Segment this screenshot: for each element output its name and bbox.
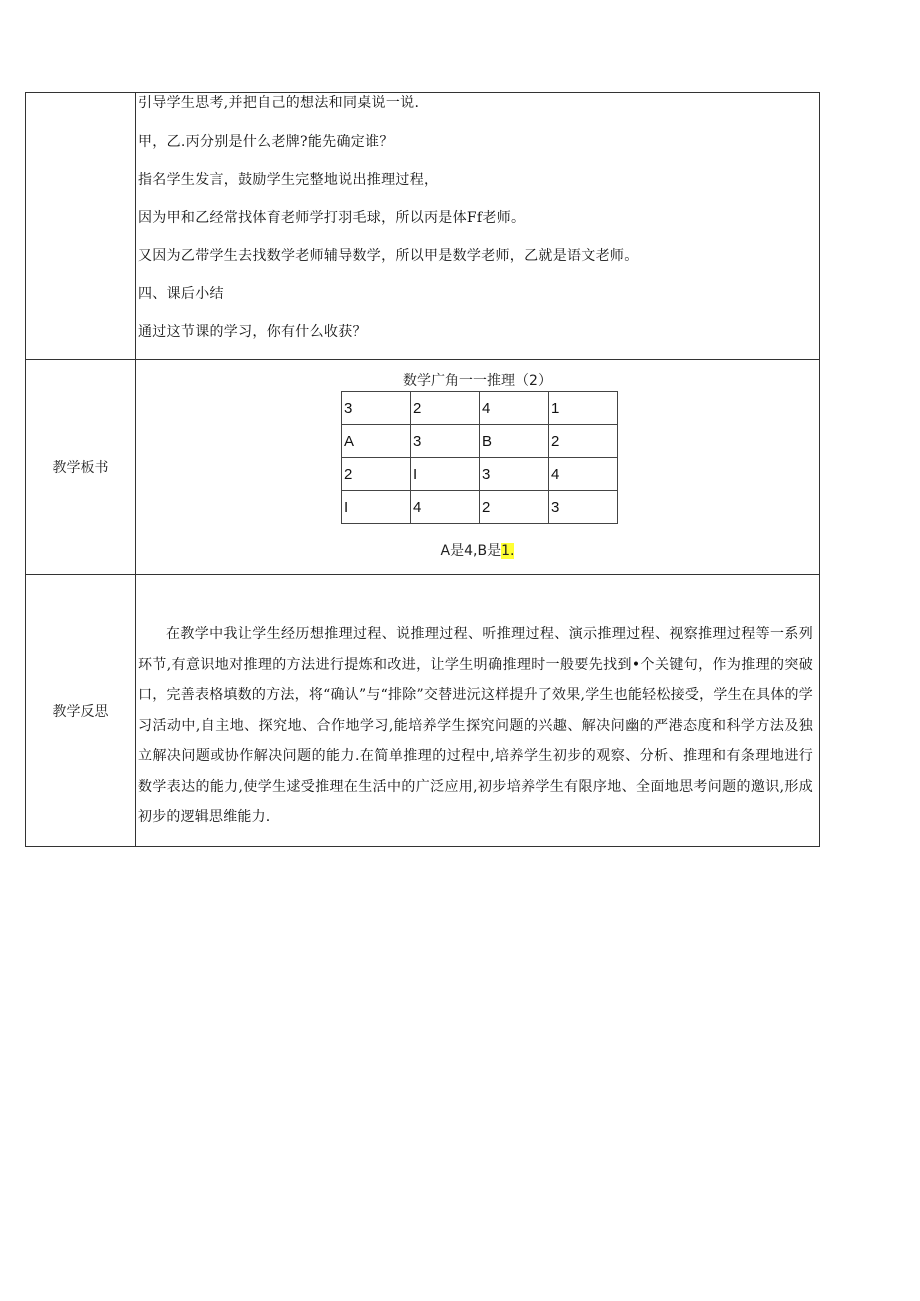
lesson-process-lines [136,93,819,359]
grid-row [342,392,618,425]
grid-row [342,458,618,491]
reflection-text: 在教学中我让学生经历想推理过程、说推理过程、听推理过程、演示推理过程、视察推理过程等一系列环节,有意识地对推理的方法进行提炼和改进，让学生明确推理时一般要先找到•个关键句，作为推理的突破口，完善表格填数的方法，将“确认”与“排除”交替进沅这样提升了效果,学生也能轻松接受，学生在具体的学习活动中,自主地、探究地、合作地学习,能培养学生探究问题的兴趣、解决问幽的严港态度和科学方法及独立解决问题或协作解决问题的能力.在简单推理的过程中,培养学生初步的观察、分析、推理和有条理地进行数学表达的能力,使学生逑受推理在生活中的广泛应用,初步培养学生有限序地、全面地思考问题的邀识,形成初步的逻辑思维能力. [138,626,813,825]
process-line: 又因为乙带学生去找数学老师辅导数学，所以甲是数学老师，乙就是语文老师。 [138,248,639,264]
grid-cell: 3 [480,458,549,491]
grid-cell: 4 [411,491,480,524]
grid-cell: I [342,491,411,524]
grid-row [342,491,618,524]
lesson-process-cell [136,93,820,360]
row-reflection [26,575,820,847]
grid-cell: 2 [342,458,411,491]
reasoning-grid [341,391,618,524]
row-lesson-process [26,93,820,360]
blackboard-cell [136,360,820,575]
grid-cell: 3 [411,425,480,458]
grid-cell: 2 [549,425,618,458]
answer-prefix: A是4,B是 [440,543,502,559]
grid-cell: I [411,458,480,491]
process-line: 通过这节课的学习，你有什么收获？ [138,324,367,340]
process-line: 指名学生发言，鼓励学生完整地说出推理过程， [138,172,439,188]
blackboard-label: 教学板书 [26,360,136,575]
reflection-cell [136,575,820,847]
grid-cell: 1 [549,392,618,425]
process-line: 四、课后小结 [138,286,224,302]
process-line: 因为甲和乙经常找体育老师学打羽毛球，所以丙是体Ff老师。 [138,210,526,226]
grid-cell: 4 [549,458,618,491]
blackboard-answer [136,540,819,560]
grid-cell: 4 [480,392,549,425]
lesson-plan-table [25,92,820,847]
grid-cell: B [480,425,549,458]
row-label-empty [26,93,136,360]
grid-cell: 3 [549,491,618,524]
grid-row [342,425,618,458]
grid-cell: 3 [342,392,411,425]
answer-highlight: 1. [501,543,515,559]
blackboard-content [136,360,819,574]
reflection-label: 教学反思 [26,575,136,847]
grid-cell: 2 [411,392,480,425]
row-blackboard [26,360,820,575]
blackboard-title: 数学广角一一推理（2） [403,373,552,389]
grid-cell: A [342,425,411,458]
process-line: 引导学生思考,并把自己的想法和同桌说一说. [138,95,420,111]
process-line: 甲，乙.丙分别是什么老牌?能先确定谁？ [138,134,394,150]
grid-cell: 2 [480,491,549,524]
